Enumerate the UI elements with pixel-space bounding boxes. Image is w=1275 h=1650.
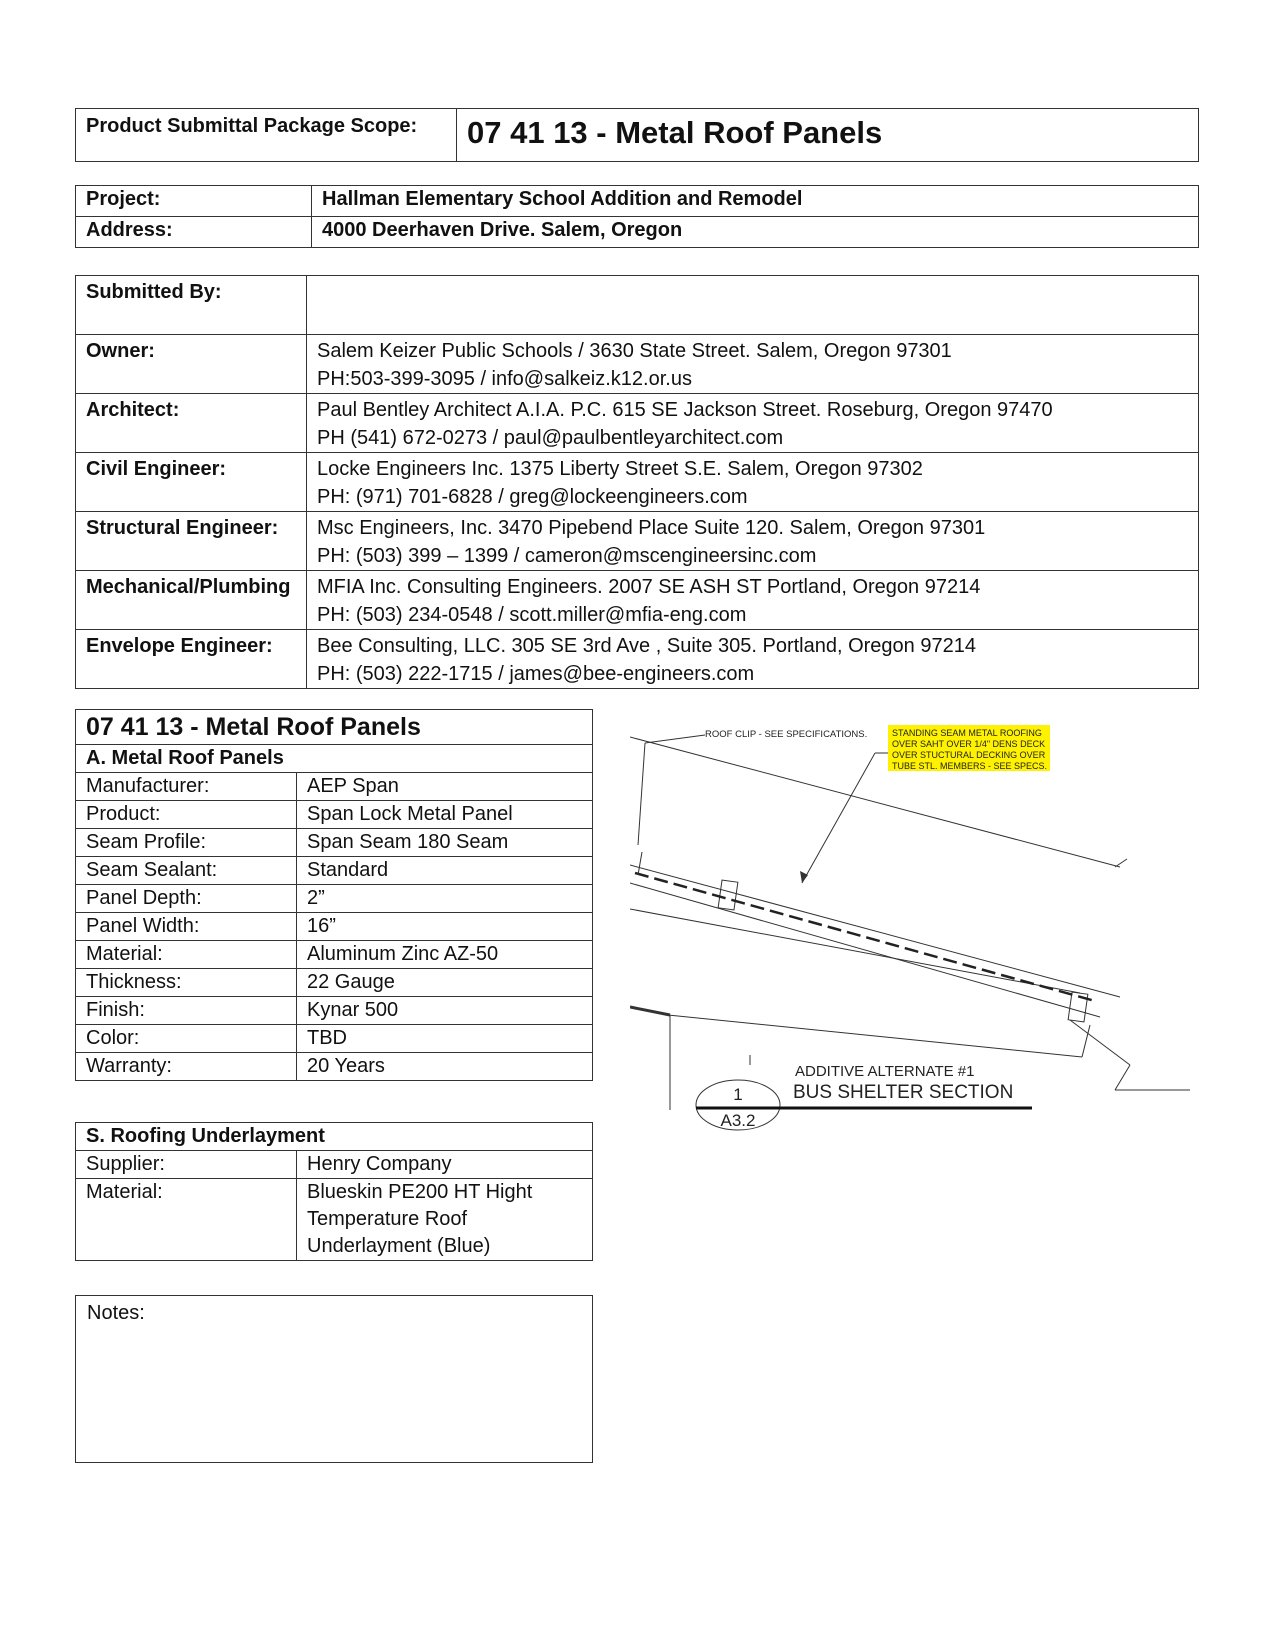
roof-lower-line: [630, 909, 1080, 993]
spec-row: [76, 913, 593, 941]
spec-row: [76, 829, 593, 857]
material-line: Temperature Roof: [307, 1208, 468, 1230]
material-line: Blueskin PE200 HT Hight: [307, 1181, 533, 1203]
contact-row-architect: [76, 394, 1199, 453]
contact-line1: Msc Engineers, Inc. 3470 Pipebend Place Suite 120. Salem, Oregon 97301: [317, 517, 986, 539]
fascia-line: [668, 1015, 1082, 1057]
project-label: Project:: [76, 186, 312, 217]
eave-line: [630, 1007, 670, 1015]
spec-row: [76, 885, 593, 913]
title-line1: ADDITIVE ALTERNATE #1: [795, 1063, 975, 1080]
spec-value: 2”: [297, 885, 593, 913]
project-value: Hallman Elementary School Addition and Remodel: [312, 186, 1199, 217]
roof-panel-line: [630, 865, 1120, 997]
spec-row: [76, 941, 593, 969]
scope-label: Product Submittal Package Scope:: [76, 109, 457, 162]
supplier-value: Henry Company: [297, 1151, 593, 1179]
spec-row: [76, 997, 593, 1025]
roof-panels-title: 07 41 13 - Metal Roof Panels: [76, 710, 593, 745]
spec-row: [76, 1025, 593, 1053]
contact-line2: PH: (503) 399 – 1399 / cameron@mscengineersinc.com: [317, 545, 817, 567]
scope-table: [75, 108, 1199, 162]
callout-line: STANDING SEAM METAL ROOFING: [892, 728, 1042, 738]
spec-key: Seam Sealant:: [76, 857, 297, 885]
callout-leader: [802, 753, 875, 883]
clip-leader: [645, 735, 705, 743]
contact-info: [307, 512, 1199, 571]
standing-seam-line: [635, 873, 1095, 1001]
spec-key: Seam Profile:: [76, 829, 297, 857]
submitted-by-label: Submitted By:: [76, 276, 307, 335]
material-value: [297, 1179, 593, 1261]
spec-row: [76, 773, 593, 801]
contact-line2: PH:503-399-3095 / info@salkeiz.k12.or.us: [317, 368, 692, 390]
address-label: Address:: [76, 217, 312, 248]
spec-key: Panel Width:: [76, 913, 297, 941]
spec-key: Panel Depth:: [76, 885, 297, 913]
contact-line2: PH: (971) 701-6828 / greg@lockeengineers.com: [317, 486, 748, 508]
spec-row: [76, 969, 593, 997]
contact-label: Envelope Engineer:: [76, 630, 307, 689]
title-line2: BUS SHELTER SECTION: [793, 1082, 1014, 1103]
spec-value: Span Lock Metal Panel: [297, 801, 593, 829]
contact-line1: Bee Consulting, LLC. 305 SE 3rd Ave , Suite 305. Portland, Oregon 97214: [317, 635, 976, 657]
spec-value: Standard: [297, 857, 593, 885]
spec-key: Warranty:: [76, 1053, 297, 1081]
contact-label: Civil Engineer:: [76, 453, 307, 512]
contact-info: [307, 394, 1199, 453]
spec-key: Color:: [76, 1025, 297, 1053]
contact-row-mechanical-plumbing: [76, 571, 1199, 630]
spec-value: Aluminum Zinc AZ-50: [297, 941, 593, 969]
contact-label: Owner:: [76, 335, 307, 394]
spec-value: 16”: [297, 913, 593, 941]
roof-panels-section: A. Metal Roof Panels: [76, 745, 593, 773]
spec-key: Material:: [76, 941, 297, 969]
contact-line1: Salem Keizer Public Schools / 3630 State Street. Salem, Oregon 97301: [317, 340, 952, 362]
bus-shelter-section-drawing: [630, 725, 1190, 1210]
contact-row-envelope-engineer: [76, 630, 1199, 689]
clip-note: ROOF CLIP - SEE SPECIFICATIONS.: [705, 729, 868, 740]
spec-row: [76, 1053, 593, 1081]
underlayment-section: S. Roofing Underlayment: [76, 1123, 593, 1151]
spec-key: Finish:: [76, 997, 297, 1025]
spec-value: 20 Years: [297, 1053, 593, 1081]
notes-label: Notes:: [87, 1302, 145, 1324]
contact-info: [307, 335, 1199, 394]
project-table: [75, 185, 1199, 248]
material-line: Underlayment (Blue): [307, 1235, 491, 1257]
contact-line1: Paul Bentley Architect A.I.A. P.C. 615 SE Jackson Street. Roseburg, Oregon 97470: [317, 399, 1053, 421]
callout-line: OVER STUCTURAL DECKING OVER: [892, 750, 1046, 760]
spec-row: [76, 801, 593, 829]
contact-row-structural-engineer: [76, 512, 1199, 571]
contacts-table: [75, 275, 1199, 689]
contact-line2: PH: (503) 234-0548 / scott.miller@mfia-eng.com: [317, 604, 747, 626]
clip-leader: [638, 852, 642, 875]
contact-line1: MFIA Inc. Consulting Engineers. 2007 SE ASH ST Portland, Oregon 97214: [317, 576, 981, 598]
spec-value: AEP Span: [297, 773, 593, 801]
contact-label: Structural Engineer:: [76, 512, 307, 571]
leader-line: [1070, 1020, 1130, 1065]
spec-key: Manufacturer:: [76, 773, 297, 801]
contact-row-civil-engineer: [76, 453, 1199, 512]
spec-key: Thickness:: [76, 969, 297, 997]
contact-label: Architect:: [76, 394, 307, 453]
address-value: 4000 Deerhaven Drive. Salem, Oregon: [312, 217, 1199, 248]
sheet-number: A3.2: [720, 1111, 756, 1130]
spec-row: [76, 857, 593, 885]
dimension-tick: [1115, 859, 1127, 867]
contact-line2: PH: (503) 222-1715 / james@bee-engineers.com: [317, 663, 755, 685]
contact-info: [307, 571, 1199, 630]
contact-row-owner: [76, 335, 1199, 394]
contact-info: [307, 630, 1199, 689]
arrow-head: [800, 871, 808, 883]
spec-value: 22 Gauge: [297, 969, 593, 997]
roof-panels-table: [75, 709, 593, 1081]
contact-line1: Locke Engineers Inc. 1375 Liberty Street S.E. Salem, Oregon 97302: [317, 458, 923, 480]
spec-value: Kynar 500: [297, 997, 593, 1025]
supplier-key: Supplier:: [76, 1151, 297, 1179]
spec-key: Product:: [76, 801, 297, 829]
spec-value: Span Seam 180 Seam: [297, 829, 593, 857]
contact-info: [307, 453, 1199, 512]
underlayment-table: [75, 1122, 593, 1261]
contact-label: Mechanical/Plumbing: [76, 571, 307, 630]
detail-number: 1: [733, 1085, 743, 1104]
roof-deck-line: [630, 883, 1100, 1017]
callout-line: TUBE STL. MEMBERS - SEE SPECS.: [892, 761, 1048, 771]
submitted-by-value: [307, 276, 1199, 335]
leader-line: [1115, 1065, 1130, 1090]
callout-line: OVER SAHT OVER 1/4" DENS DECK: [892, 739, 1046, 749]
tube-member: [1068, 992, 1088, 1022]
material-key: Material:: [76, 1179, 297, 1261]
spec-value: TBD: [297, 1025, 593, 1053]
tube-member: [718, 880, 738, 910]
contact-line2: PH (541) 672-0273 / paul@paulbentleyarchitect.com: [317, 427, 784, 449]
scope-value: 07 41 13 - Metal Roof Panels: [457, 109, 1199, 162]
notes-box: [75, 1295, 593, 1463]
clip-leader: [638, 743, 645, 845]
